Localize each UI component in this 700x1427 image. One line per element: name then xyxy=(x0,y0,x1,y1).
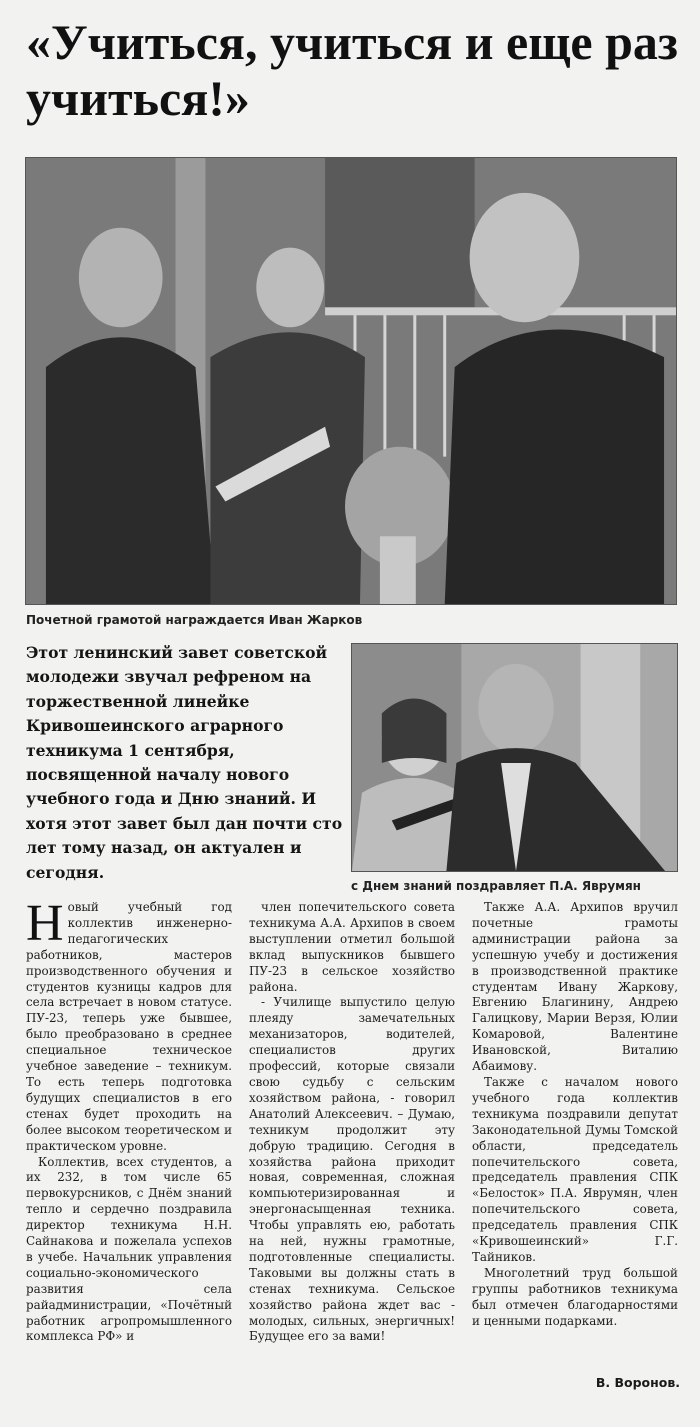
lead-paragraph: Этот ленинский завет советской молодежи звучал рефреном на торжественной линейке Кривошеинского аграрного техникума 1 сентября, посвященной началу нового учебного года и Дню знаний. И хотя этот завет был дан почти сто лет тому назад, он актуален и сегодня. xyxy=(26,643,343,882)
side-photo-caption: с Днем знаний поздравляет П.А. Яврумян xyxy=(351,879,641,893)
article-column-1 xyxy=(26,895,232,1345)
paragraph: Также с началом нового учебного года коллектив техникума поздравили депутат Законодательной Думы Томской области, председатель попечительского совета, председатель правления СПК «Белосток» П.А. Яврумян, член попечительского совета, председатель правления СПК «Кривошеинский» Г.Г. Тайников. xyxy=(472,1074,678,1264)
article-column-3 xyxy=(472,900,678,1329)
paragraph: Новый учебный год коллектив инженерно-педагогических работников, мастеров производственного обучения и студентов кузницы кадров для села встречает в новом статусе. ПУ-23, теперь уже бывшее, было преобразовано в среднее специальное техническое учебное заведение – техникум. То есть теперь подготовка будущих специалистов в его стенах будет проходить на более высоком теоретическом и практическом уровне. xyxy=(26,895,232,1153)
article-column-2 xyxy=(249,900,455,1345)
main-photo xyxy=(25,157,677,605)
drop-cap: Н xyxy=(26,895,64,952)
paragraph: Коллектив, всех студентов, а их 232, в том числе 65 первокурсников, с Днём знаний тепло и сердечно поздравила директор техникума Н.Н. Сайнакова и пожелала успехов в учебе. Начальник управления социально-экономического развития села райадминистрации, «Почётный работник агропромышленного комплекса РФ» и xyxy=(26,1154,232,1344)
paragraph: Также А.А. Архипов вручил почетные грамоты администрации района за успешную учебу и достижения в производственной практике студентам Ивану Жаркову, Евгению Благинину, Андрею Галицкову, Марии Верзя, Юлии Комаровой, Валентине Ивановской, Виталию Абаимову. xyxy=(472,900,678,1074)
paragraph: Многолетний труд большой группы работников техникума был отмечен благодарностями и ценными подарками. xyxy=(472,1265,678,1328)
paragraph: член попечительского совета техникума А.А. Архипов в своем выступлении отметил большой вклад выпускников бывшего ПУ-23 в сельское хозяйство района. xyxy=(249,900,455,994)
author-signature: В. Воронов. xyxy=(595,1375,680,1390)
main-photo-caption: Почетной грамотой награждается Иван Жарков xyxy=(26,613,363,627)
headline: «Учиться, учиться и еще раз учиться!» xyxy=(26,14,679,126)
side-photo xyxy=(351,643,678,872)
paragraph: - Училище выпустило целую плеяду замечательных механизаторов, водителей, специалистов других профессий, которые связали свою судьбу с сельским хозяйством района, - говорил Анатолий Алексеевич. – Думаю, техникум продолжит эту добрую традицию. Сегодня в хозяйства района приходит новая, современная, сложная компьютеризированная и энергонасыщенная техника. Чтобы управлять ею, работать на ней, нужны грамотные, подготовленные специалисты. Таковыми вы должны стать в стенах техникума. Сельское хозяйство района ждет вас - молодых, сильных, энергичных! Будущее его за вами! xyxy=(249,995,455,1344)
